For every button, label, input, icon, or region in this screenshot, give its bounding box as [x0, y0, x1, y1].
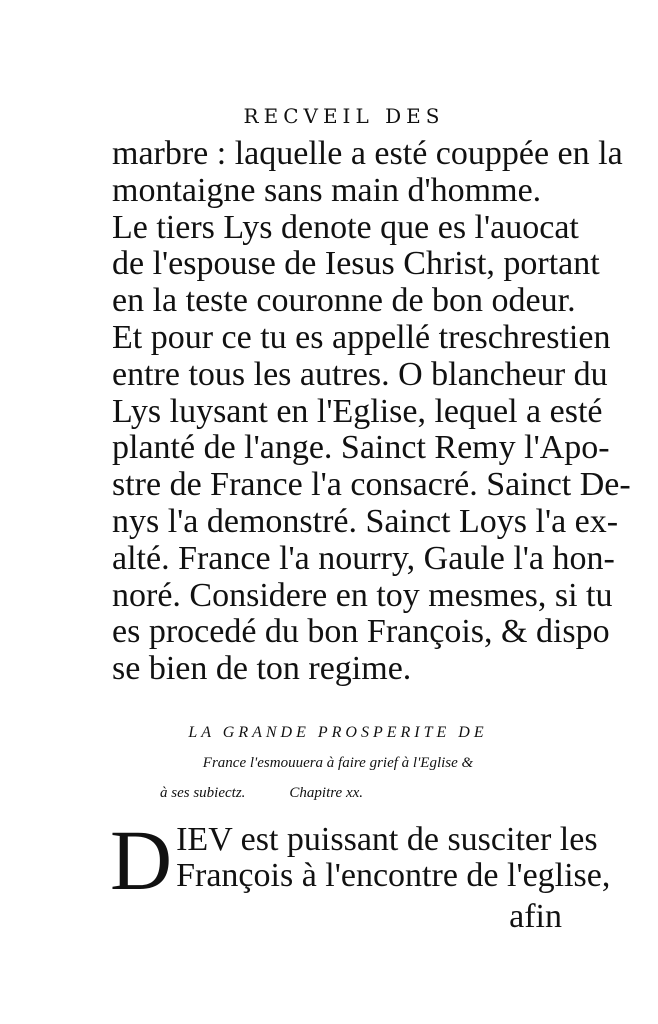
- chapter-title-line: France l'esmouuera à faire grief à l'Eglise &: [202, 755, 474, 771]
- body-line: alté. France l'a nourry, Gaule l'a hon-: [112, 539, 615, 577]
- drop-cap-lines: [110, 812, 611, 908]
- chapter-title-line: LA GRANDE PROSPERITE DE: [188, 724, 488, 741]
- chapter-second-line: François à l'encontre de l'eglise,: [176, 857, 611, 894]
- body-line: noré. Considere en toy mesmes, si tu: [112, 576, 613, 614]
- running-head: RECVEIL DES: [243, 104, 445, 128]
- chapter-title-end: à ses subiectz.: [160, 785, 246, 801]
- catchword: afin: [509, 898, 562, 935]
- chapter-first-line: IEV est puissant de susciter les: [176, 821, 598, 858]
- chapter-label: Chapitre xx.: [289, 785, 364, 801]
- body-line: Le tiers Lys denote que es l'auocat: [112, 208, 579, 246]
- body-text: [112, 135, 631, 688]
- body-line: stre de France l'a consacré. Sainct De-: [112, 466, 631, 504]
- body-line: montaigne sans main d'homme.: [112, 171, 542, 209]
- chapter-title: [118, 718, 558, 808]
- body-line: se bien de ton regime.: [112, 650, 412, 688]
- body-line: entre tous les autres. O blancheur du: [112, 355, 608, 393]
- body-line: planté de l'ange. Sainct Remy l'Apo-: [112, 429, 610, 467]
- body-line: nys l'a demonstré. Sainct Loys l'a ex-: [112, 502, 619, 540]
- body-line: de l'espouse de Iesus Christ, portant: [112, 245, 600, 283]
- chapter-body: [110, 812, 611, 908]
- chapter-title-line: [118, 778, 558, 808]
- body-line: marbre : laquelle a esté couppée en la: [112, 135, 623, 172]
- body-line: en la teste couronne de bon odeur.: [112, 282, 576, 320]
- body-line: Lys luysant en l'Eglise, lequel a esté: [112, 392, 603, 430]
- body-line: Et pour ce tu es appellé treschrestien: [112, 318, 611, 356]
- drop-cap: D: [110, 812, 173, 908]
- body-line: es procedé du bon François, & dispo: [112, 613, 610, 651]
